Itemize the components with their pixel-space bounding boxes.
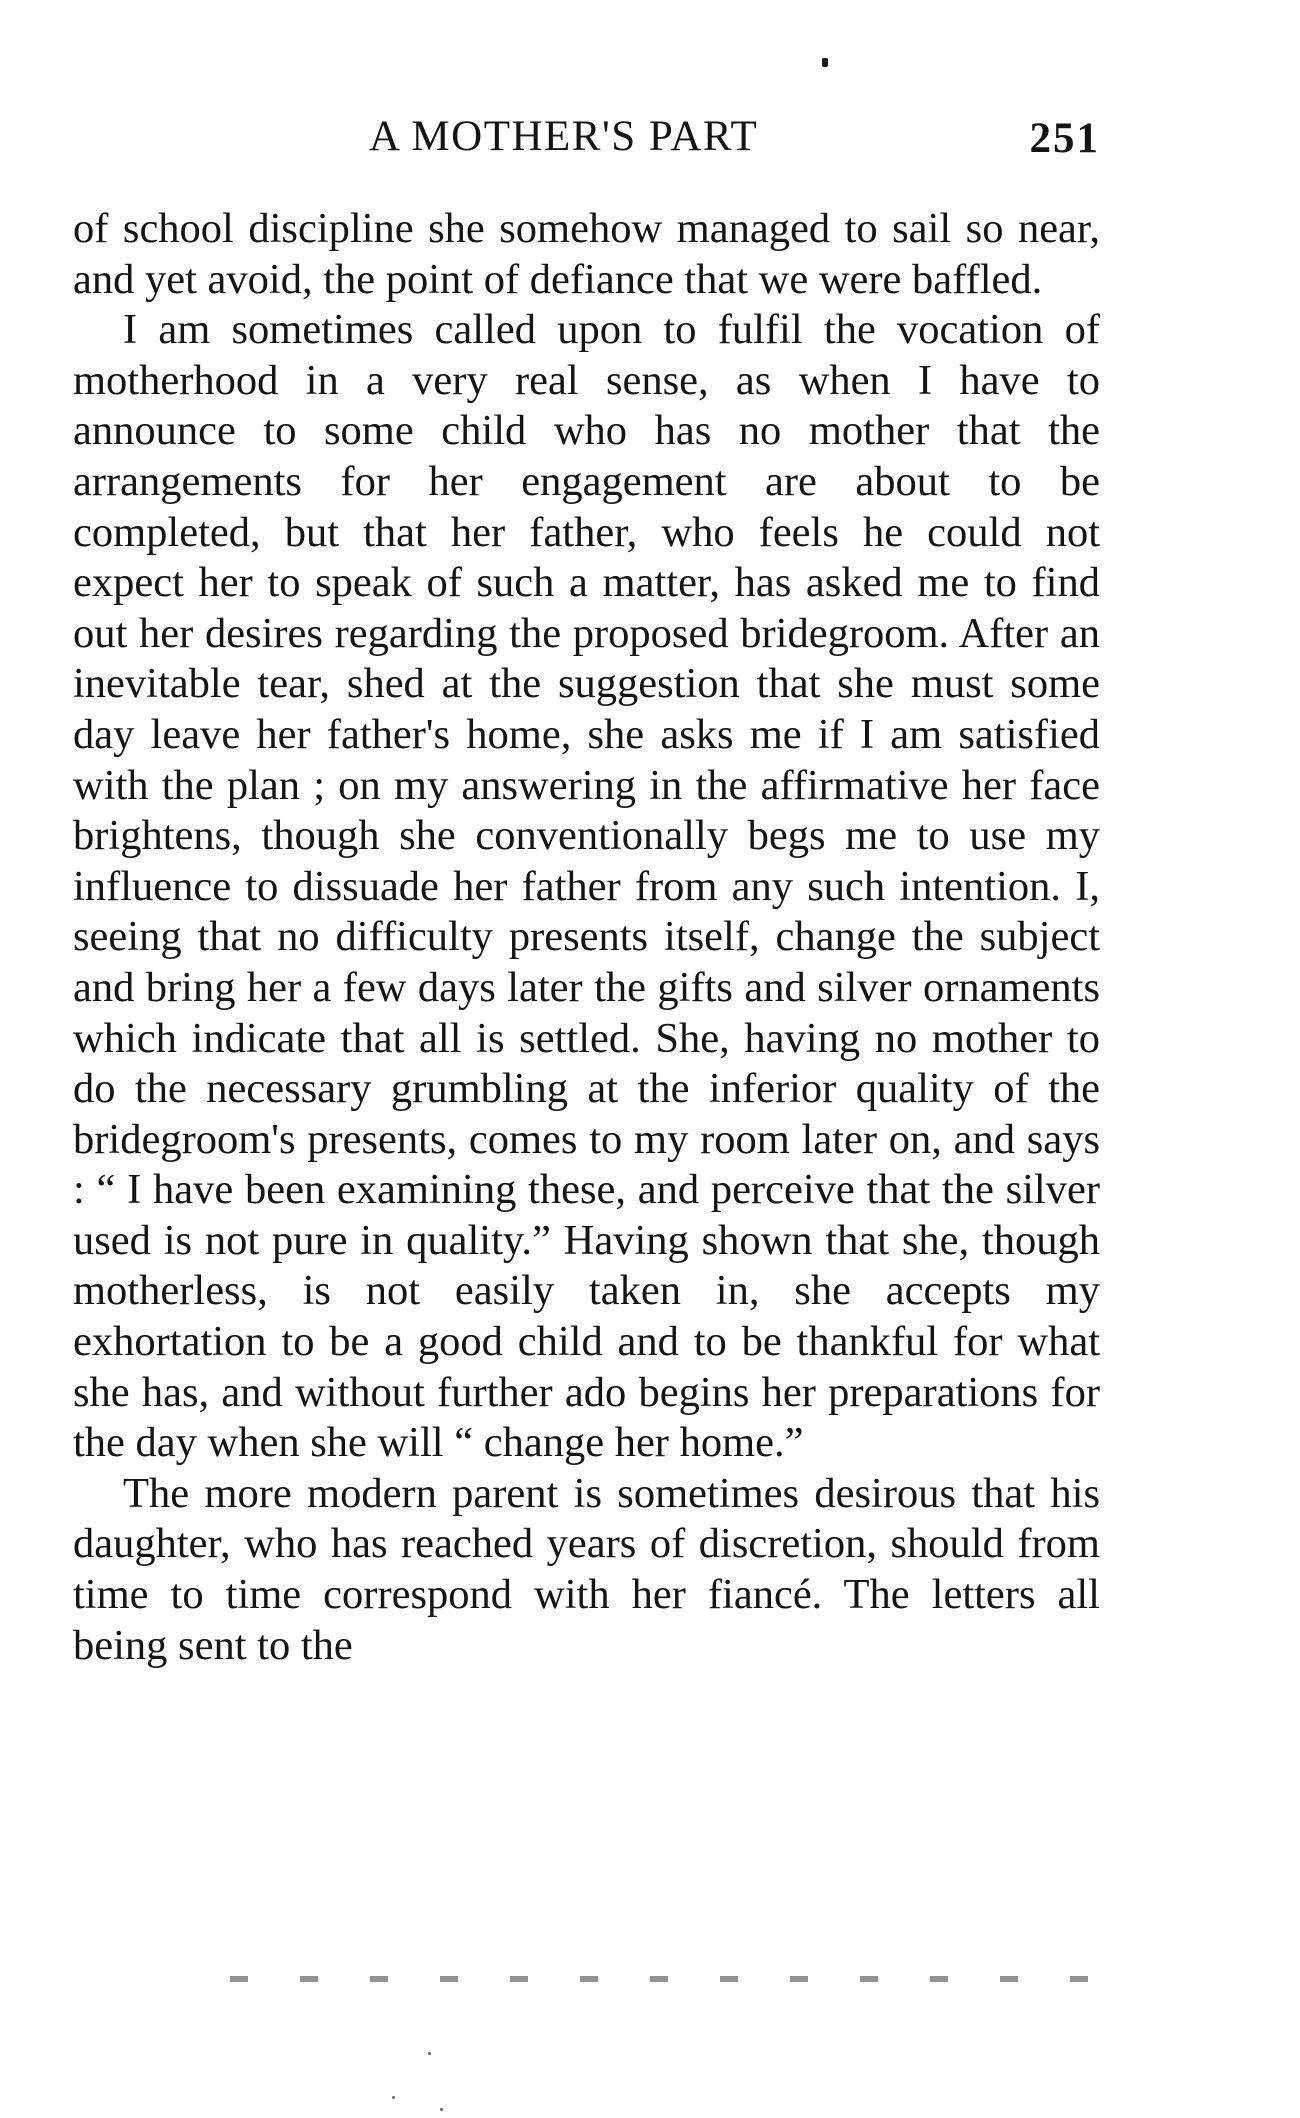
printer-mark	[822, 58, 828, 67]
page-number: 251	[1029, 115, 1100, 162]
paragraph-modern-parent: The more modern parent is sometimes desirous that his daughter, who has reached years of discretion, should from time to time correspond with her fiancé. The letters all being sent to the	[73, 1469, 1100, 1669]
running-title: A MOTHER'S PART	[369, 113, 759, 160]
bleed-through-marks	[230, 1976, 1090, 1982]
body-text	[73, 204, 1100, 1671]
paper-speck	[392, 2096, 395, 2099]
running-head	[73, 112, 1100, 172]
paragraph-vocation: I am sometimes called upon to fulfil the vocation of motherhood in a very real sense, as when I have to announce to some child who has no mother that the arrangements for her engagement are about to be completed, but that her father, who feels he could not expect her to speak of such a matter, has asked me to find out her desires regarding the proposed bridegroom. After an inevitable tear, shed at the suggestion that she must some day leave her father's home, she asks me if I am satisfied with the plan ; on my answering in the affirmative her face brightens, though she conventionally begs me to use my influence to dissuade her father from any such intention. I, seeing that no difficulty presents itself, change the subject and bring her a few days later the gifts and silver ornaments which indicate that all is settled. She, having no mother to do the necessary grumbling at the inferior quality of the bridegroom's presents, comes to my room later on, and says : “ I have been examining these, and perceive that the silver used is not pure in quality.” Having shown that she, though motherless, is not easily taken in, she accepts my exhortation to be a good child and to be thankful for what she has, and without further ado begins her preparations for the day when she will “ change her home.”	[73, 306, 1100, 1467]
paper-speck	[440, 2108, 443, 2111]
paper-speck	[428, 2052, 431, 2055]
paragraph-continued: of school discipline she somehow managed to sail so near, and yet avoid, the point of defiance that we were baffled.	[73, 205, 1100, 303]
